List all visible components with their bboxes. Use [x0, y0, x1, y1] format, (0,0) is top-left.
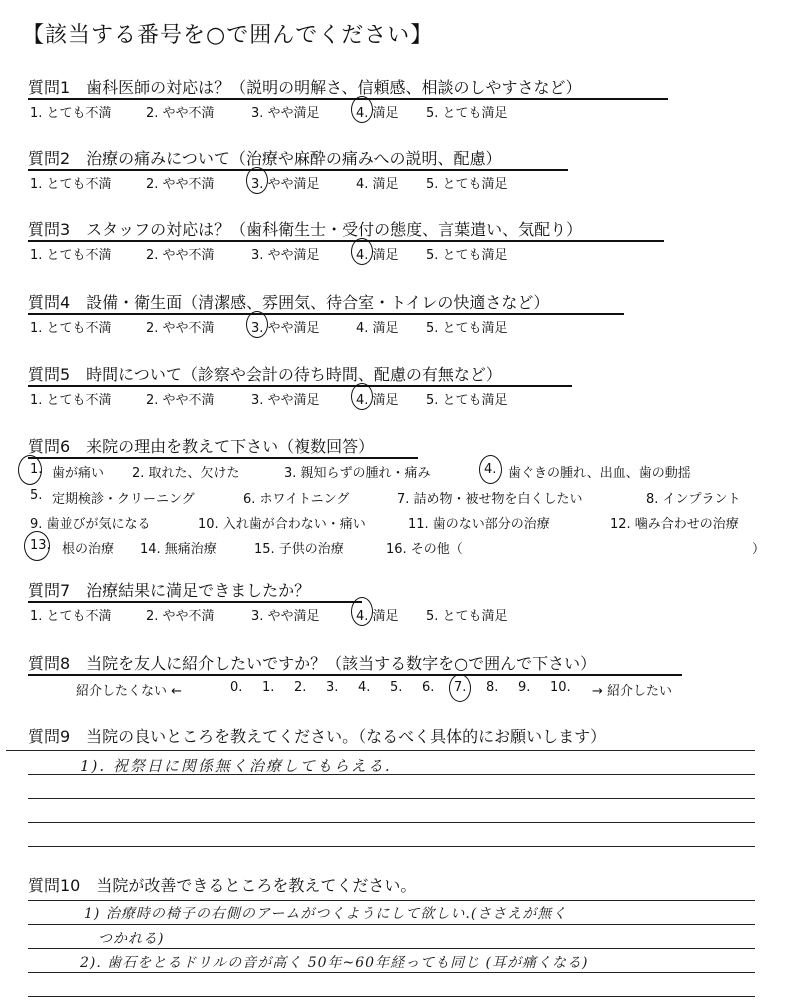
q10-handwritten-answer-1-cont: つかれる) — [98, 931, 165, 947]
q2-selection-circle — [246, 167, 268, 194]
q7-option-5[interactable]: 5. とても満足 — [426, 609, 508, 624]
q6-option-14[interactable]: 14. 無痛治療 — [140, 542, 217, 557]
question-8-label: 質問8 当院を友人に紹介したいですか？（該当する数字を○で囲んで下さい） — [28, 654, 597, 673]
q1-option-4[interactable]: 4. 満足 — [356, 106, 399, 121]
q1-option-2[interactable]: 2. やや不満 — [146, 106, 215, 121]
q8-scale-right-label: → 紹介したい — [592, 684, 673, 699]
q9-answer-line-5 — [28, 846, 755, 847]
question-2-label: 質問2 治療の痛みについて（治療や麻酔の痛みへの説明、配慮） — [28, 149, 502, 168]
q4-option-2[interactable]: 2. やや不満 — [146, 321, 215, 336]
q6-option-12[interactable]: 12. 噛み合わせの治療 — [610, 517, 739, 532]
q6-option-6[interactable]: 6. ホワイトニング — [243, 492, 350, 507]
question-7-label: 質問7 治療結果に満足できましたか？ — [28, 581, 311, 600]
question-10-label: 質問10 当院が改善できるところを教えてください。 — [28, 876, 417, 895]
question-5-label: 質問5 時間について（診察や会計の待ち時間、配慮の有無など） — [28, 365, 502, 384]
q8-scale-0[interactable]: 0. — [230, 680, 243, 695]
q2-option-5[interactable]: 5. とても満足 — [426, 177, 508, 192]
q6-option-1-text[interactable]: 歯が痛い — [52, 466, 105, 481]
q5-option-4[interactable]: 4. 満足 — [356, 393, 399, 408]
q4-option-5[interactable]: 5. とても満足 — [426, 321, 508, 336]
q9-handwritten-answer-1: 1). 祝祭日に関係無く治療してもらえる. — [80, 757, 392, 775]
q6-option-7[interactable]: 7. 詰め物・被せ物を白くしたい — [397, 492, 583, 507]
q5-option-5[interactable]: 5. とても満足 — [426, 393, 508, 408]
q10-answer-line-1 — [28, 900, 755, 901]
q6-option-4-num[interactable]: 4. — [484, 462, 497, 477]
q8-scale-9[interactable]: 9. — [518, 680, 531, 695]
q9-answer-line-1 — [6, 750, 755, 751]
q10-answer-line-5 — [28, 996, 755, 997]
question-4-label: 質問4 設備・衛生面（清潔感、雰囲気、待合室・トイレの快適さなど） — [28, 293, 550, 312]
q2-option-3[interactable]: 3. やや満足 — [251, 177, 320, 192]
question-7-underline — [28, 601, 362, 603]
question-6-underline — [28, 457, 418, 459]
q6-option-11[interactable]: 11. 歯のない部分の治療 — [408, 517, 550, 532]
q8-scale-7[interactable]: 7. — [454, 680, 467, 695]
q7-option-2[interactable]: 2. やや不満 — [146, 609, 215, 624]
q7-option-3[interactable]: 3. やや満足 — [251, 609, 320, 624]
q10-answer-line-4 — [28, 972, 755, 973]
q8-scale-4[interactable]: 4. — [358, 680, 371, 695]
q2-option-4[interactable]: 4. 満足 — [356, 177, 399, 192]
q4-option-3[interactable]: 3. やや満足 — [251, 321, 320, 336]
page-title: 【該当する番号を○で囲んでください】 — [22, 23, 434, 48]
q6-option-8[interactable]: 8. インプラント — [646, 492, 741, 507]
q3-option-2[interactable]: 2. やや不満 — [146, 248, 215, 263]
q8-scale-3[interactable]: 3. — [326, 680, 339, 695]
q6-option-16-close: ） — [752, 542, 766, 557]
q10-answer-line-3 — [28, 948, 755, 949]
q1-option-3[interactable]: 3. やや満足 — [251, 106, 320, 121]
q6-option-13-text[interactable]: 根の治療 — [62, 542, 115, 557]
q6-selection-circle-13 — [24, 531, 50, 561]
q7-selection-circle — [351, 597, 373, 626]
q8-scale-left-label: 紹介したくない ← — [76, 684, 183, 699]
q10-handwritten-answer-2: 2). 歯石をとるドリルの音が高く 50年~60年経っても同じ (耳が痛くなる) — [80, 955, 589, 971]
q6-option-1-num[interactable]: 1. — [30, 462, 43, 477]
q3-selection-circle — [351, 238, 373, 265]
question-2-underline — [28, 169, 568, 171]
q6-selection-circle-4 — [479, 455, 502, 484]
q10-answer-line-2 — [28, 924, 755, 925]
question-6-label: 質問6 来院の理由を教えて下さい（複数回答） — [28, 437, 375, 456]
q6-option-9[interactable]: 9. 歯並びが気になる — [30, 517, 151, 532]
q8-selection-circle — [449, 674, 471, 702]
question-8-underline — [28, 674, 682, 676]
q4-option-1[interactable]: 1. とても不満 — [30, 321, 112, 336]
question-3-underline — [28, 240, 664, 242]
q5-option-2[interactable]: 2. やや不満 — [146, 393, 215, 408]
q9-answer-line-4 — [28, 822, 755, 823]
q7-option-4[interactable]: 4. 満足 — [356, 609, 399, 624]
q6-option-2[interactable]: 2. 取れた、欠けた — [132, 466, 240, 481]
q6-selection-circle-1 — [18, 455, 42, 485]
question-1-underline — [28, 98, 668, 100]
question-1-label: 質問1 歯科医師の対応は？（説明の明解さ、信頼感、相談のしやすさなど） — [28, 78, 582, 97]
q8-scale-10[interactable]: 10. — [550, 680, 571, 695]
q3-option-4[interactable]: 4. 満足 — [356, 248, 399, 263]
q5-option-1[interactable]: 1. とても不満 — [30, 393, 112, 408]
q8-scale-5[interactable]: 5. — [390, 680, 403, 695]
q8-scale-2[interactable]: 2. — [294, 680, 307, 695]
q5-option-3[interactable]: 3. やや満足 — [251, 393, 320, 408]
q6-option-15[interactable]: 15. 子供の治療 — [254, 542, 344, 557]
q5-selection-circle — [351, 383, 373, 410]
q8-scale-8[interactable]: 8. — [486, 680, 499, 695]
q6-option-5-num[interactable]: 5. — [30, 488, 43, 503]
question-9-label: 質問9 当院の良いところを教えてください。（なるべく具体的にお願いします） — [28, 727, 607, 746]
q1-option-5[interactable]: 5. とても満足 — [426, 106, 508, 121]
q1-option-1[interactable]: 1. とても不満 — [30, 106, 112, 121]
q6-option-5-text[interactable]: 定期検診・クリーニング — [52, 492, 195, 507]
q9-answer-line-3 — [28, 798, 755, 799]
q2-option-1[interactable]: 1. とても不満 — [30, 177, 112, 192]
q3-option-1[interactable]: 1. とても不満 — [30, 248, 112, 263]
q4-selection-circle — [246, 311, 268, 338]
q2-option-2[interactable]: 2. やや不満 — [146, 177, 215, 192]
q6-option-10[interactable]: 10. 入れ歯が合わない・痛い — [198, 517, 366, 532]
q6-option-13-num[interactable]: 13. — [30, 538, 51, 553]
q1-selection-circle — [351, 96, 373, 123]
question-4-underline — [28, 313, 624, 315]
q6-option-4-text[interactable]: 歯ぐきの腫れ、出血、歯の動揺 — [508, 466, 691, 481]
question-5-underline — [28, 385, 572, 387]
q8-scale-1[interactable]: 1. — [262, 680, 275, 695]
q7-option-1[interactable]: 1. とても不満 — [30, 609, 112, 624]
question-3-label: 質問3 スタッフの対応は？（歯科衛生士・受付の態度、言葉遣い、気配り） — [28, 220, 583, 239]
q6-option-3[interactable]: 3. 親知らずの腫れ・痛み — [284, 466, 431, 481]
q6-option-16[interactable]: 16. その他（ — [386, 542, 463, 557]
q4-option-4[interactable]: 4. 満足 — [356, 321, 399, 336]
q8-scale-6[interactable]: 6. — [422, 680, 435, 695]
q10-handwritten-answer-1: 1) 治療時の椅子の右側のアームがつくようにして欲しい.(ささえが無く — [84, 906, 568, 922]
q3-option-5[interactable]: 5. とても満足 — [426, 248, 508, 263]
q3-option-3[interactable]: 3. やや満足 — [251, 248, 320, 263]
